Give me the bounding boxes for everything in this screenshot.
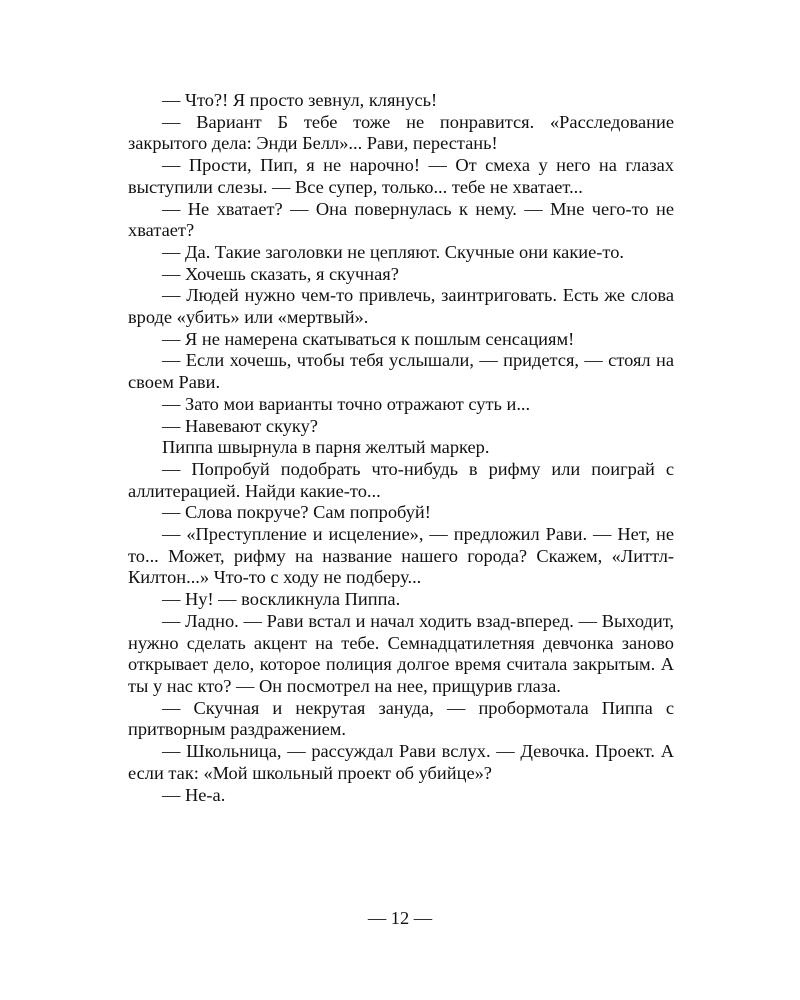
- paragraph: — Скучная и некрутая зануда, — пробормотала Пиппа с притворным раздражением.: [128, 697, 674, 740]
- paragraph: — Да. Такие заголовки не цепляют. Скучные они какие-то.: [162, 241, 624, 262]
- paragraph: — Прости, Пип, я не нарочно! — От смеха у него на глазах выступили слезы. — Все супер, только... тебе не хватает...: [128, 155, 674, 197]
- paragraph: Пиппа швырнула в парня желтый маркер.: [162, 437, 490, 458]
- paragraph: — Попробуй подобрать что-нибудь в рифму или поиграй с аллитерацией. Найди какие-то...: [128, 458, 674, 501]
- paragraph: — Хочешь сказать, я скучная?: [162, 263, 399, 284]
- paragraph: — Не-а.: [162, 784, 226, 805]
- paragraph: — Вариант Б тебе тоже не понравится. «Расследование закрытого дела: Энди Белл»... Рави, перестань!: [128, 111, 674, 154]
- page-text: [128, 90, 674, 806]
- page-number: — 12 —: [367, 908, 433, 928]
- paragraph: — Навевают скуку?: [162, 415, 318, 436]
- paragraph: — Зато мои варианты точно отражают суть и...: [162, 393, 531, 414]
- paragraph: — Школьница, — рассуждал Рави вслух. — Девочка. Проект. А если так: «Мой школьный проект об убийце»?: [128, 741, 674, 783]
- paragraph: — Если хочешь, чтобы тебя услышали, — придется, — стоял на своем Рави.: [128, 350, 674, 393]
- paragraph: — Я не намерена скатываться к пошлым сенсациям!: [162, 328, 575, 349]
- paragraph: — Людей нужно чем-то привлечь, заинтриговать. Есть же слова вроде «убить» или «мертвый».: [128, 285, 674, 328]
- paragraph: — Ну! — воскликнула Пиппа.: [162, 589, 401, 610]
- paragraph: — Ладно. — Рави встал и начал ходить взад-вперед. — Выходит, нужно сделать акцент на тебе. Семнадцатилетняя девчонка заново открывает дело, которое полиция долгое время считала закрытым. А ты у нас кто? — Он посмотрел на нее, прищурив глаза.: [128, 610, 674, 696]
- paragraph: — Не хватает? — Она повернулась к нему. — Мне чего-то не хватает?: [128, 198, 674, 241]
- paragraph: — Что?! Я просто зевнул, клянусь!: [162, 90, 438, 110]
- paragraph: — «Преступление и исцеление», — предложил Рави. — Нет, не то... Может, рифму на название нашего города? Скажем, «Литтл-Килтон...» Что-то с ходу не подберу...: [128, 524, 674, 588]
- paragraph: — Слова покруче? Сам попробуй!: [162, 502, 431, 523]
